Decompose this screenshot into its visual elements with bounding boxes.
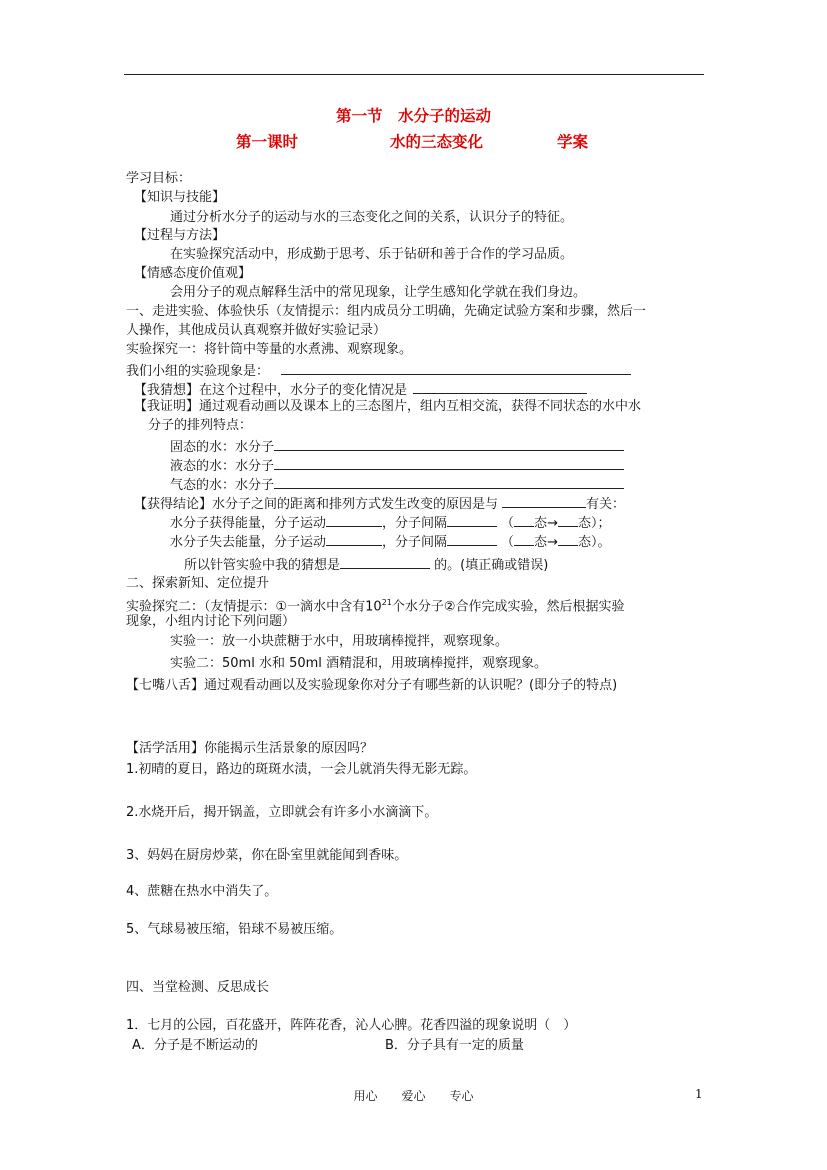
liquid-label: 液态的水：水分子 [170, 459, 275, 474]
lose-motion-blank[interactable] [326, 532, 382, 546]
solid-line [170, 437, 624, 456]
experiment-two-note: 现象，小组内讨论下列问题） [126, 614, 296, 629]
topic-label: 水的三态变化 [390, 132, 484, 151]
header-rule [124, 74, 704, 75]
gain-energy-line [170, 513, 610, 532]
gain-motion-blank[interactable] [326, 513, 382, 527]
gain-gap-label: ，分子间隔 [382, 516, 448, 531]
guess-blank[interactable] [413, 380, 587, 394]
option-a[interactable]: A．分子是不断运动的 [132, 1038, 258, 1053]
question-3: 3、妈妈在厨房炒菜，你在卧室里就能闻到香味。 [126, 848, 408, 863]
lose-gap-label: ，分子间隔 [382, 535, 448, 550]
emotion-text: 会用分子的观点解释生活中的常见现象，让学生感知化学就在我们身边。 [170, 285, 587, 300]
observation-blank[interactable] [281, 361, 631, 375]
guess-line [134, 380, 587, 399]
prove-text: 【我证明】通过观看动画以及课本上的三态图片，组内互相交流，获得不同状态的水中水 [134, 399, 642, 414]
gain-state-from[interactable] [514, 513, 534, 527]
discussion-prompt: 【七嘴八舌】通过观看动画以及实验现象你对分子有哪些新的认识呢？(即分子的特点) [126, 678, 618, 693]
section-one-heading: 一、走进实验、体验快乐（友情提示：组内成员分工明确，先确定试验方案和步骤，然后一 [126, 304, 647, 319]
experiment-a: 实验一：放一小块蔗糖于水中，用玻璃棒搅拌，观察现象。 [170, 634, 509, 649]
section-two-heading: 二、探索新知、定位提升 [126, 576, 270, 591]
guess-result-end: 的。(填正确或错误) [430, 558, 549, 573]
gain-label: 水分子获得能量，分子运动 [170, 516, 327, 531]
gain-paren: （ [501, 516, 515, 531]
page-number: 1 [695, 1087, 703, 1101]
knowledge-heading: 【知识与技能】 [134, 190, 226, 205]
option-b[interactable]: B．分子具有一定的质量 [385, 1038, 524, 1053]
conclusion-label: 【获得结论】水分子之间的距离和排列方式发生改变的原因是与 [134, 497, 499, 512]
doc-kind-label: 学案 [557, 132, 589, 151]
gain-end: 态）； [577, 516, 611, 531]
gas-label: 气态的水：水分子 [170, 478, 275, 493]
lose-state-to[interactable] [558, 532, 578, 546]
guess-label: 【我猜想】在这个过程中，水分子的变化情况是 [134, 383, 408, 398]
section-four-heading: 四、当堂检测、反思成长 [126, 980, 270, 995]
liquid-blank[interactable] [274, 456, 624, 470]
conclusion-end: 有关： [586, 497, 626, 512]
exponent: 21 [381, 598, 392, 607]
apply-heading: 【活学活用】你能揭示生活景象的原因吗？ [126, 741, 374, 756]
gas-blank[interactable] [274, 475, 624, 489]
section-one-note: 人操作，其他成员认真观察并做好实验记录） [126, 323, 387, 338]
question-4: 4、蔗糖在热水中消失了。 [126, 884, 278, 899]
experiment-one: 实验探究一：将针筒中等量的水煮沸、观察现象。 [126, 342, 413, 357]
prove-text-cont: 分子的排列特点： [148, 418, 253, 433]
gas-line [170, 475, 624, 494]
exp2-text: 实验探究二：（友情提示：①一滴水中含有10 [126, 599, 382, 615]
arrow-icon: → [547, 516, 558, 531]
question-1: 1.初晴的夏日，路边的斑斑水渍，一会儿就消失得无影无踪。 [126, 762, 477, 777]
knowledge-text: 通过分析水分子的运动与水的三态变化之间的关系，认识分子的特征。 [170, 210, 574, 225]
question-5: 5、气球易被压缩，铅球不易被压缩。 [126, 922, 343, 937]
test-question-1: 1．七月的公园，百花盛开，阵阵花香，沁人心脾。花香四溢的现象说明（ ） [126, 1018, 577, 1033]
lose-energy-line [170, 532, 610, 551]
experiment-b: 实验二：50ml 水和 50ml 酒精混和，用玻璃棒搅拌，观察现象。 [170, 656, 548, 671]
observation-label: 我们小组的实验现象是： [126, 364, 270, 379]
solid-blank[interactable] [274, 437, 624, 451]
lose-state-from[interactable] [514, 532, 534, 546]
lose-paren: （ [501, 535, 515, 550]
lose-state-label: 态 [534, 535, 548, 550]
lesson-label: 第一课时 [236, 132, 299, 151]
conclusion-blank[interactable] [502, 494, 586, 508]
conclusion-line [134, 494, 625, 513]
guess-result-label: 所以针管实验中我的猜想是 [184, 558, 341, 573]
gain-gap-blank[interactable] [447, 513, 497, 527]
liquid-line [170, 456, 624, 475]
footer-motto: 用心 爱心 专心 [353, 1089, 474, 1103]
emotion-heading: 【情感态度价值观】 [134, 266, 252, 281]
lose-end: 态）。 [577, 535, 611, 550]
lose-label: 水分子失去能量，分子运动 [170, 535, 327, 550]
process-text: 在实验探究活动中，形成勤于思考、乐于钻研和善于合作的学习品质。 [170, 247, 574, 262]
gain-state-to[interactable] [558, 513, 578, 527]
experiment-two [126, 595, 625, 615]
gain-state-label: 态 [534, 516, 548, 531]
observation-line [126, 361, 631, 380]
guess-result-line [184, 555, 548, 574]
goals-heading: 学习目标： [126, 171, 192, 186]
lose-gap-blank[interactable] [447, 532, 497, 546]
question-2: 2.水烧开后，揭开锅盖，立即就会有许多小水滴滴下。 [126, 805, 438, 820]
solid-label: 固态的水：水分子 [170, 440, 275, 455]
page-title: 第一节 水分子的运动 [335, 106, 491, 125]
process-heading: 【过程与方法】 [134, 228, 226, 243]
arrow-icon: → [547, 535, 558, 550]
guess-result-blank[interactable] [340, 555, 430, 569]
exp2-text-cont: 个水分子②合作完成实验，然后根据实验 [391, 599, 625, 615]
